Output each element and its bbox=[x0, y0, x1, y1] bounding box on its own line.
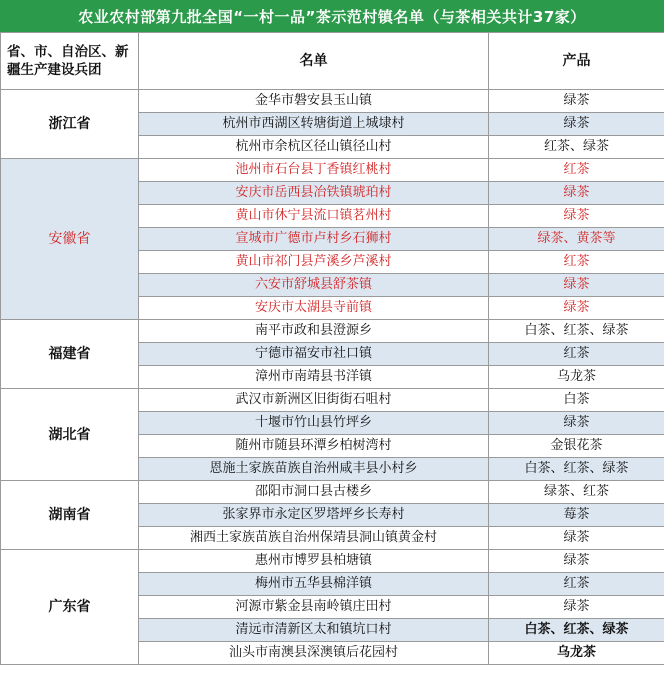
village-name-cell: 恩施土家族苗族自治州咸丰县小村乡 bbox=[139, 458, 489, 481]
product-cell: 绿茶 bbox=[489, 412, 664, 435]
table-row bbox=[1, 159, 664, 182]
product-cell: 红茶 bbox=[489, 251, 664, 274]
product-cell: 绿茶 bbox=[489, 274, 664, 297]
village-name-cell: 池州市石台县丁香镇红桃村 bbox=[139, 159, 489, 182]
product-cell: 绿茶、红茶 bbox=[489, 481, 664, 504]
product-cell: 绿茶 bbox=[489, 550, 664, 573]
village-name-cell: 随州市随县环潭乡柏树湾村 bbox=[139, 435, 489, 458]
product-cell: 绿茶 bbox=[489, 113, 664, 136]
village-name-cell: 十堰市竹山县竹坪乡 bbox=[139, 412, 489, 435]
table-row bbox=[1, 389, 664, 412]
product-cell: 绿茶 bbox=[489, 527, 664, 550]
table-row bbox=[1, 320, 664, 343]
product-cell: 红茶 bbox=[489, 343, 664, 366]
product-cell: 莓茶 bbox=[489, 504, 664, 527]
header-product: 产品 bbox=[489, 33, 664, 90]
village-name-cell: 宣城市广德市卢村乡石狮村 bbox=[139, 228, 489, 251]
village-name-cell: 六安市舒城县舒茶镇 bbox=[139, 274, 489, 297]
product-cell: 绿茶 bbox=[489, 182, 664, 205]
village-name-cell: 湘西土家族苗族自治州保靖县洞山镇黄金村 bbox=[139, 527, 489, 550]
village-name-cell: 惠州市博罗县柏塘镇 bbox=[139, 550, 489, 573]
village-name-cell: 杭州市西湖区转塘街道上城埭村 bbox=[139, 113, 489, 136]
village-name-cell: 漳州市南靖县书洋镇 bbox=[139, 366, 489, 389]
product-cell: 白茶、红茶、绿茶 bbox=[489, 458, 664, 481]
village-name-cell: 清远市清新区太和镇坑口村 bbox=[139, 619, 489, 642]
village-name-cell: 邵阳市洞口县古楼乡 bbox=[139, 481, 489, 504]
header-province: 省、市、自治区、新疆生产建设兵团 bbox=[1, 33, 139, 90]
product-cell: 绿茶 bbox=[489, 90, 664, 113]
province-cell: 广东省 bbox=[1, 550, 139, 665]
village-name-cell: 黄山市祁门县芦溪乡芦溪村 bbox=[139, 251, 489, 274]
province-cell: 湖北省 bbox=[1, 389, 139, 481]
table-row bbox=[1, 90, 664, 113]
product-cell: 红茶 bbox=[489, 159, 664, 182]
product-cell: 白茶、红茶、绿茶 bbox=[489, 619, 664, 642]
table-title: 农业农村部第九批全国“一村一品”茶示范村镇名单（与茶相关共计37家） bbox=[0, 0, 664, 32]
product-cell: 绿茶 bbox=[489, 205, 664, 228]
product-cell: 白茶、红茶、绿茶 bbox=[489, 320, 664, 343]
village-name-cell: 河源市紫金县南岭镇庄田村 bbox=[139, 596, 489, 619]
table-body bbox=[1, 90, 664, 665]
product-cell: 乌龙茶 bbox=[489, 642, 664, 665]
product-cell: 金银花茶 bbox=[489, 435, 664, 458]
village-name-cell: 杭州市余杭区径山镇径山村 bbox=[139, 136, 489, 159]
product-cell: 白茶 bbox=[489, 389, 664, 412]
village-name-cell: 武汉市新洲区旧街街石咀村 bbox=[139, 389, 489, 412]
province-cell: 湖南省 bbox=[1, 481, 139, 550]
product-cell: 红茶、绿茶 bbox=[489, 136, 664, 159]
product-cell: 乌龙茶 bbox=[489, 366, 664, 389]
village-name-cell: 安庆市岳西县冶铁镇琥珀村 bbox=[139, 182, 489, 205]
province-cell: 安徽省 bbox=[1, 159, 139, 320]
village-name-cell: 南平市政和县澄源乡 bbox=[139, 320, 489, 343]
product-cell: 绿茶 bbox=[489, 596, 664, 619]
village-name-cell: 梅州市五华县棉洋镇 bbox=[139, 573, 489, 596]
village-name-cell: 张家界市永定区罗塔坪乡长寿村 bbox=[139, 504, 489, 527]
table-row bbox=[1, 481, 664, 504]
village-name-cell: 黄山市休宁县流口镇茗州村 bbox=[139, 205, 489, 228]
product-cell: 红茶 bbox=[489, 573, 664, 596]
village-name-cell: 安庆市太湖县寺前镇 bbox=[139, 297, 489, 320]
province-cell: 福建省 bbox=[1, 320, 139, 389]
tea-village-table bbox=[0, 32, 664, 665]
village-name-cell: 汕头市南澳县深澳镇后花园村 bbox=[139, 642, 489, 665]
product-cell: 绿茶、黄茶等 bbox=[489, 228, 664, 251]
table-row bbox=[1, 550, 664, 573]
province-cell: 浙江省 bbox=[1, 90, 139, 159]
village-name-cell: 宁德市福安市社口镇 bbox=[139, 343, 489, 366]
header-name: 名单 bbox=[139, 33, 489, 90]
product-cell: 绿茶 bbox=[489, 297, 664, 320]
village-name-cell: 金华市磐安县玉山镇 bbox=[139, 90, 489, 113]
